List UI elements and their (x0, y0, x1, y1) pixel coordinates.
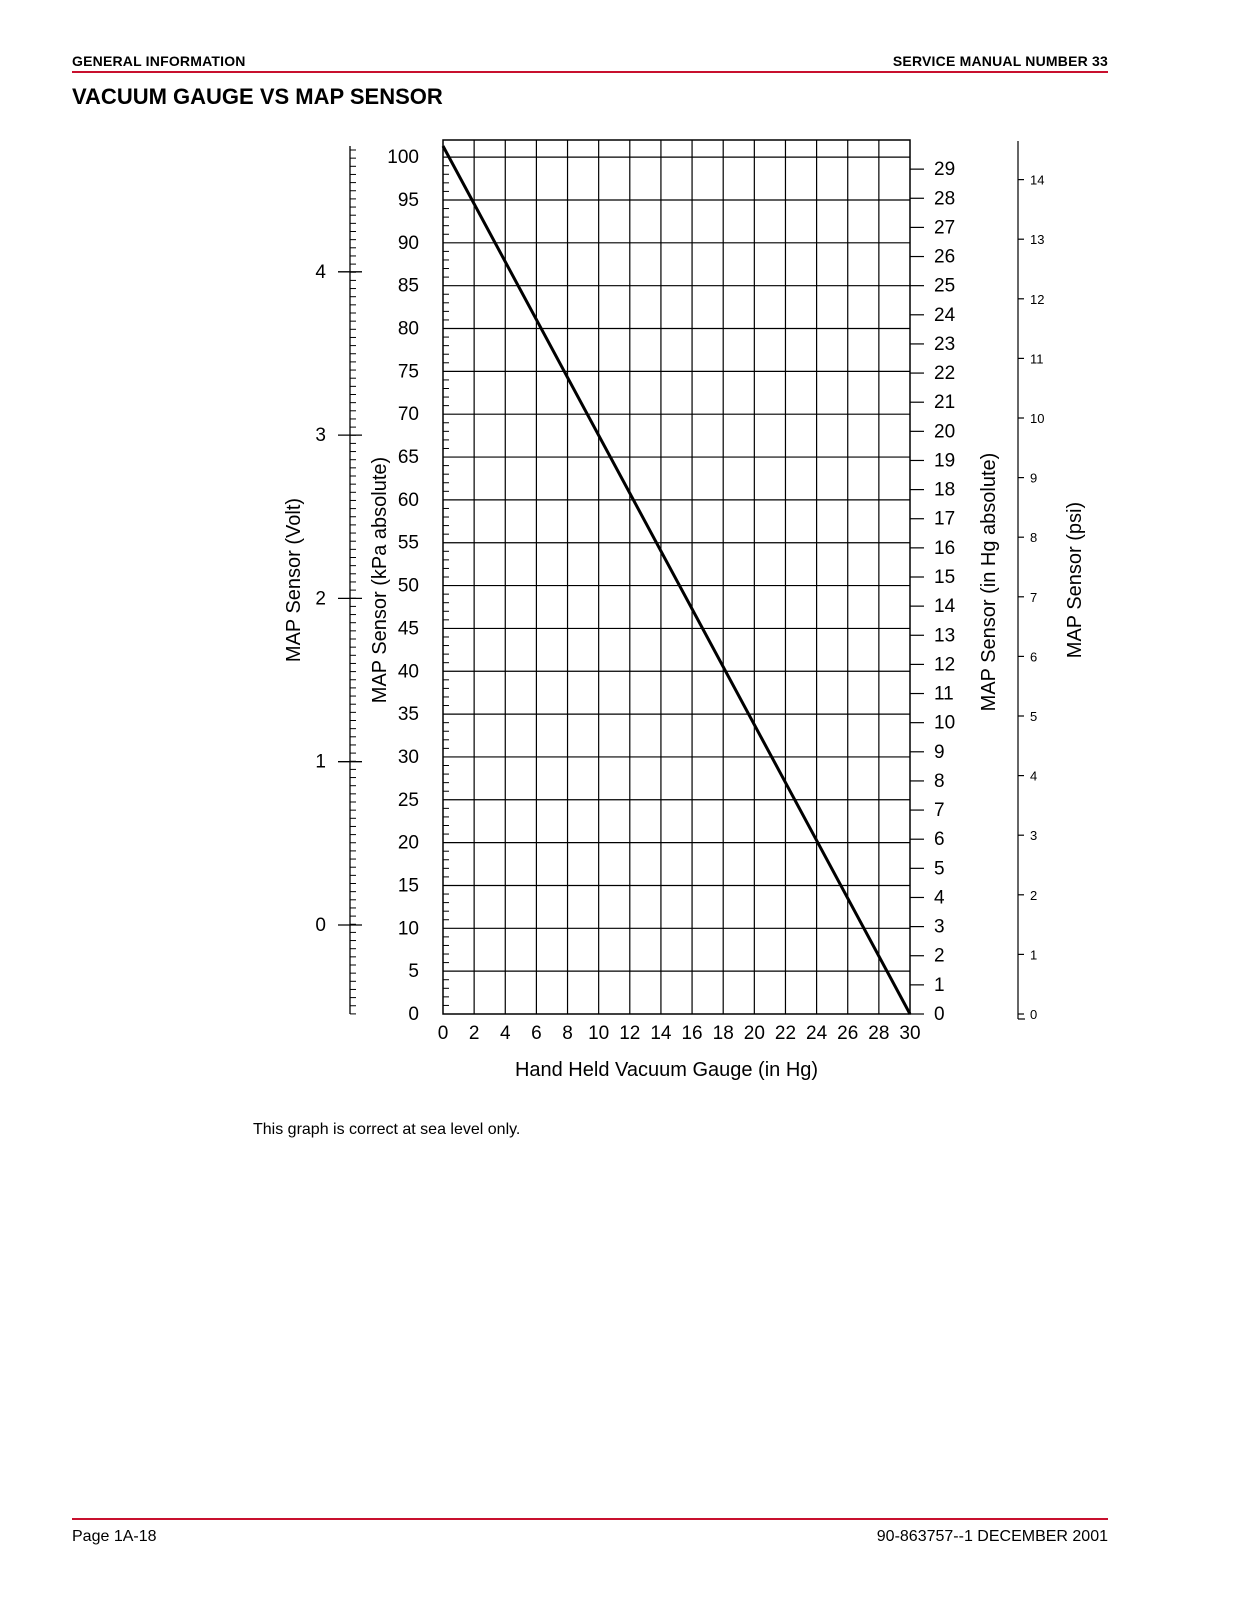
x-tick-label: 22 (774, 1023, 797, 1044)
kpa-tick-label: 65 (397, 447, 419, 469)
kpa-tick-label: 40 (397, 661, 419, 683)
inhg-tick-label: 17 (934, 508, 956, 530)
x-tick-label: 26 (837, 1023, 859, 1044)
psi-tick-label: 11 (1030, 351, 1044, 367)
kpa-tick-label: 15 (397, 875, 419, 897)
inhg-tick-label: 11 (934, 683, 954, 705)
volt-tick-label: 4 (315, 261, 326, 283)
page-title: VACUUM GAUGE VS MAP SENSOR (72, 84, 443, 109)
inhg-tick-label: 5 (934, 858, 945, 880)
psi-tick-label: 9 (1030, 470, 1038, 486)
psi-tick-label: 12 (1030, 291, 1045, 307)
inhg-tick-label: 2 (934, 945, 945, 967)
psi-tick-label: 2 (1030, 887, 1038, 903)
inhg-tick-label: 19 (934, 450, 956, 472)
kpa-tick-label: 25 (397, 789, 419, 811)
inhg-tick-label: 14 (934, 596, 956, 618)
psi-tick-label: 3 (1030, 828, 1038, 844)
volt-tick-label: 3 (315, 425, 326, 447)
x-axis-label: Hand Held Vacuum Gauge (in Hg) (514, 1059, 819, 1081)
kpa-tick-label: 0 (408, 1004, 419, 1025)
inhg-tick-label: 7 (934, 800, 945, 822)
inhg-tick-label: 6 (934, 829, 945, 851)
volt-tick-label: 1 (315, 751, 326, 773)
psi-tick-label: 5 (1030, 709, 1038, 724)
psi-tick-label: 7 (1030, 589, 1038, 605)
kpa-tick-label: 80 (397, 318, 419, 340)
inhg-tick-label: 29 (934, 159, 956, 181)
kpa-tick-label: 50 (397, 575, 419, 597)
x-tick-label: 30 (899, 1023, 921, 1044)
volt-axis-label: MAP Sensor (Volt) (283, 497, 305, 663)
footer-rule (72, 1518, 1108, 1520)
x-tick-label: 0 (437, 1023, 449, 1044)
psi-tick-label: 4 (1030, 768, 1038, 784)
x-tick-label: 16 (681, 1023, 703, 1044)
kpa-tick-label: 75 (397, 361, 419, 383)
chart-note: This graph is correct at sea level only. (253, 1121, 521, 1138)
inhg-tick-label: 27 (934, 217, 956, 239)
x-tick-label: 24 (806, 1023, 828, 1044)
kpa-tick-label: 90 (397, 232, 419, 254)
kpa-axis-label: MAP Sensor (kPa absolute) (369, 456, 391, 704)
x-tick-label: 8 (562, 1023, 573, 1044)
header-left: GENERAL INFORMATION (72, 53, 246, 69)
inhg-tick-label: 13 (934, 625, 956, 647)
volt-tick-label: 2 (315, 588, 326, 610)
x-tick-label: 12 (619, 1023, 641, 1044)
kpa-tick-label: 10 (397, 918, 419, 940)
footer-page-number: Page 1A-18 (72, 1528, 157, 1545)
psi-tick-label: 6 (1030, 649, 1038, 665)
psi-tick-label: 1 (1030, 947, 1038, 963)
inhg-tick-label: 9 (934, 741, 945, 763)
x-tick-label: 20 (743, 1023, 765, 1044)
inhg-tick-label: 15 (934, 567, 956, 588)
kpa-tick-label: 30 (397, 746, 419, 768)
inhg-axis-label: MAP Sensor (in Hg absolute) (978, 452, 1000, 712)
x-tick-label: 2 (468, 1023, 480, 1044)
inhg-tick-label: 26 (934, 246, 956, 268)
psi-tick-label: 13 (1030, 232, 1045, 248)
psi-tick-label: 14 (1030, 172, 1045, 188)
inhg-tick-label: 12 (934, 654, 956, 676)
x-tick-label: 4 (499, 1023, 511, 1044)
inhg-tick-label: 25 (934, 275, 956, 297)
inhg-tick-label: 0 (934, 1004, 945, 1025)
inhg-tick-label: 8 (934, 770, 945, 792)
inhg-tick-label: 28 (934, 188, 956, 210)
x-tick-label: 14 (650, 1023, 672, 1044)
psi-axis-label: MAP Sensor (psi) (1064, 501, 1086, 659)
kpa-tick-label: 60 (397, 489, 419, 511)
inhg-tick-label: 20 (934, 421, 956, 443)
x-tick-label: 10 (588, 1023, 610, 1044)
volt-tick-label: 0 (315, 915, 326, 936)
x-tick-label: 6 (531, 1023, 542, 1044)
inhg-tick-label: 1 (934, 974, 945, 996)
inhg-tick-label: 22 (934, 363, 956, 385)
kpa-tick-label: 70 (397, 404, 419, 426)
inhg-tick-label: 3 (934, 916, 945, 938)
header-right: SERVICE MANUAL NUMBER 33 (892, 53, 1108, 69)
inhg-tick-label: 23 (934, 333, 956, 355)
kpa-tick-label: 85 (397, 275, 419, 297)
inhg-tick-label: 4 (934, 887, 945, 909)
footer-doc-info: 90-863757--1 DECEMBER 2001 (876, 1528, 1108, 1545)
x-tick-label: 28 (868, 1023, 890, 1044)
kpa-tick-label: 45 (397, 618, 419, 640)
kpa-tick-label: 55 (397, 532, 419, 554)
x-tick-label: 18 (712, 1023, 734, 1044)
kpa-tick-label: 100 (387, 147, 419, 169)
inhg-tick-label: 21 (934, 392, 956, 414)
kpa-tick-label: 20 (397, 832, 419, 854)
series-line (443, 146, 910, 1014)
inhg-tick-label: 24 (934, 304, 956, 326)
psi-tick-label: 10 (1030, 411, 1045, 426)
kpa-tick-label: 5 (408, 961, 419, 983)
inhg-tick-label: 10 (934, 712, 956, 734)
kpa-tick-label: 95 (397, 189, 419, 211)
inhg-tick-label: 18 (934, 479, 956, 501)
psi-tick-label: 0 (1030, 1007, 1038, 1022)
inhg-tick-label: 16 (934, 537, 956, 559)
kpa-tick-label: 35 (397, 704, 419, 726)
psi-tick-label: 8 (1030, 530, 1038, 546)
